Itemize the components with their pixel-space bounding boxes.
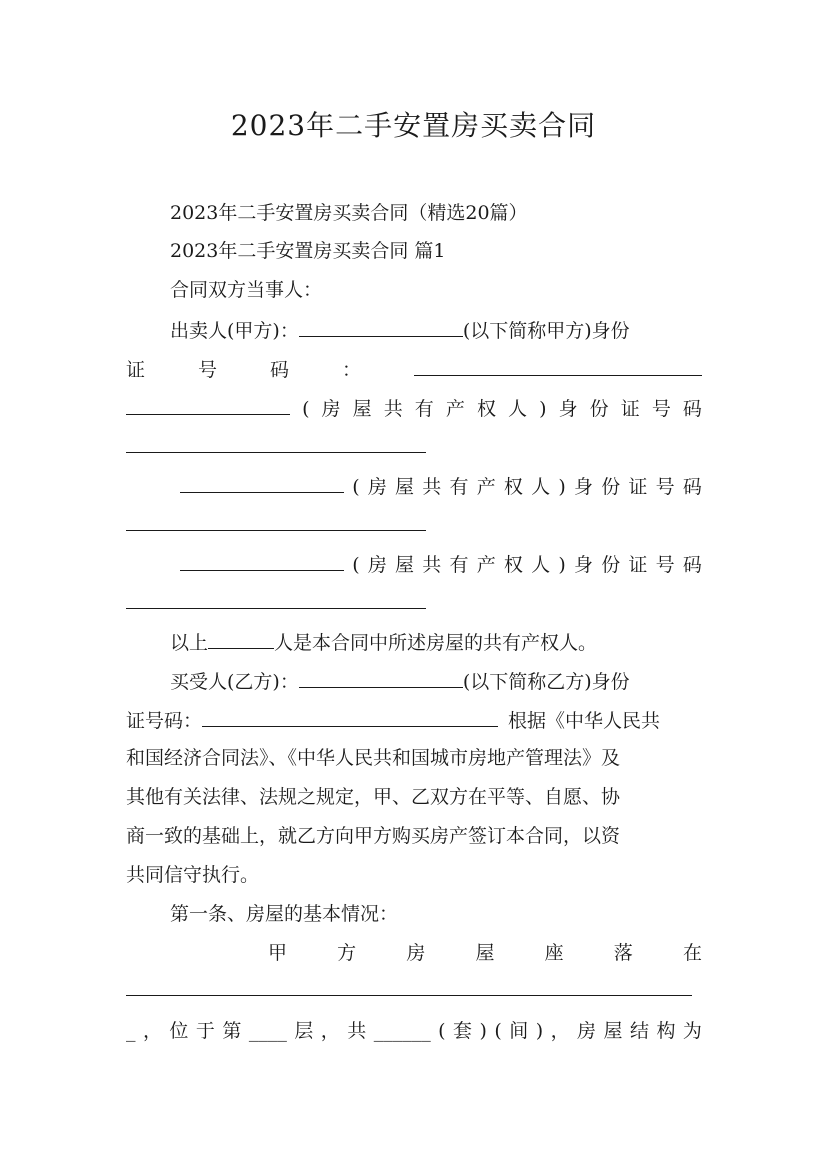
floor-char: 构 [656, 1020, 676, 1042]
seller-id-line [126, 353, 702, 383]
co-owner-char: 屋 [395, 554, 415, 576]
location-blank [126, 995, 692, 996]
location-char: 方 [337, 942, 357, 964]
co-owner-char: 份 [589, 398, 609, 420]
floor-char: 为 [682, 1020, 702, 1042]
section-heading: 2023年二手安置房买卖合同 篇1 [170, 240, 446, 262]
co-owner-char: 号 [651, 398, 671, 420]
co-owner-char: 有 [414, 398, 434, 420]
common-owner-post: 人是本合同中所述房屋的共有产权人。 [274, 632, 598, 654]
floor-char: 位 [169, 1020, 189, 1042]
co-owner-name-blank-2 [180, 470, 344, 493]
co-owner-char: 证 [628, 476, 648, 498]
location-char: 屋 [475, 942, 495, 964]
floor-char: 于 [195, 1020, 215, 1042]
common-owner-blank [208, 626, 274, 649]
floor-char: 结 [629, 1020, 649, 1042]
co-owner-name-blank-3 [180, 548, 344, 571]
co-owner-char: 码 [682, 398, 702, 420]
floor-char: 屋 [603, 1020, 623, 1042]
location-char: 座 [544, 942, 564, 964]
buyer-id-after-text: 根据《中华人民共 [508, 710, 661, 732]
location-char: 房 [406, 942, 426, 964]
co-owner-char: 房 [367, 476, 387, 498]
buyer-id-line [126, 704, 702, 734]
body-line-3: 其他有关法律、法规之规定，甲、乙双方在平等、自愿、协 [126, 786, 621, 808]
co-owner-id-blank-2 [126, 530, 426, 531]
buyer-id-label: 证号码： [126, 710, 203, 732]
co-owner-char: 共 [422, 476, 442, 498]
co-owner-char: 权 [476, 398, 496, 420]
id-char-2: 号 [198, 359, 218, 381]
location-char: 落 [613, 942, 633, 964]
floor-char: 套 [453, 1020, 473, 1042]
co-owner-char: 产 [476, 554, 496, 576]
id-char-1: 证 [126, 359, 146, 381]
buyer-label: 买受人(乙方)： [170, 671, 299, 693]
floor-char: ) [479, 1020, 487, 1042]
common-owner-line [170, 626, 702, 656]
common-owner-pre: 以上 [170, 632, 209, 654]
floor-char: ， [142, 1020, 162, 1042]
parties-heading: 合同双方当事人： [170, 279, 323, 301]
co-owner-char: 权 [503, 476, 523, 498]
co-owner-char: 身 [558, 398, 578, 420]
co-owner-line-3 [180, 548, 702, 578]
co-owner-char: 人 [508, 398, 528, 420]
co-owner-id-blank-3 [126, 608, 426, 609]
buyer-id-blank [202, 704, 498, 727]
co-owner-char: 屋 [395, 476, 415, 498]
article-1-heading: 第一条、房屋的基本情况： [170, 903, 399, 925]
co-owner-char: 份 [601, 476, 621, 498]
co-owner-char: 人 [531, 554, 551, 576]
co-owner-char: 证 [620, 398, 640, 420]
set-blank: ______ [373, 1020, 431, 1042]
seller-name-blank [299, 314, 463, 337]
co-owner-char: 码 [682, 476, 702, 498]
co-owner-char: 房 [321, 398, 341, 420]
co-owner-char: 份 [601, 554, 621, 576]
buyer-name-blank [299, 665, 463, 688]
floor-char: 间 [509, 1020, 529, 1042]
floor-char: 房 [577, 1020, 597, 1042]
co-owner-char: 有 [449, 476, 469, 498]
co-owner-char: 有 [449, 554, 469, 576]
co-owner-line-2 [180, 470, 702, 500]
seller-id-blank [414, 353, 702, 376]
floor-char: ( [438, 1020, 446, 1042]
co-owner-char: 共 [383, 398, 403, 420]
floor-line [126, 1016, 702, 1046]
co-owner-char: 号 [655, 554, 675, 576]
co-owner-char: 房 [367, 554, 387, 576]
floor-char: ， [550, 1020, 570, 1042]
floor-char: 第 [222, 1020, 242, 1042]
law-line: 和国经济合同法》、《中华人民共和国城市房地产管理法》及 [126, 747, 621, 769]
seller-line [170, 314, 702, 344]
floor-char: 共 [347, 1020, 367, 1042]
id-char-3: 码 [270, 359, 290, 381]
co-owner-char: ) [539, 398, 547, 420]
co-owner-char: ( [352, 476, 360, 498]
floor-char: ， [320, 1020, 340, 1042]
body-line-5: 共同信守执行。 [126, 864, 260, 886]
body-line-4: 商一致的基础上，就乙方向甲方购买房产签订本合同，以资 [126, 825, 621, 847]
co-owner-char: 身 [573, 554, 593, 576]
co-owner-char: 码 [682, 554, 702, 576]
id-char-4: ： [342, 359, 362, 381]
co-owner-char: 权 [503, 554, 523, 576]
floor-char: 层 [294, 1020, 314, 1042]
co-owner-char: 产 [445, 398, 465, 420]
floor-char: ( [494, 1020, 502, 1042]
floor-char: ) [535, 1020, 544, 1042]
seller-after-text: (以下简称甲方)身份 [462, 320, 630, 342]
co-owner-char: ) [558, 554, 566, 576]
co-owner-name-blank-1 [126, 392, 290, 415]
co-owner-char: 产 [476, 476, 496, 498]
co-owner-char: 身 [573, 476, 593, 498]
floor-char: _ [126, 1020, 136, 1042]
buyer-line [170, 665, 702, 695]
co-owner-char: ( [352, 554, 360, 576]
location-line [268, 938, 702, 968]
location-char: 在 [682, 942, 702, 964]
co-owner-line-1 [126, 392, 702, 422]
co-owner-char: ) [558, 476, 566, 498]
document-title: 2023年二手安置房买卖合同 [230, 109, 597, 142]
co-owner-char: ( [302, 398, 310, 420]
co-owner-char: 号 [655, 476, 675, 498]
co-owner-id-blank-1 [126, 452, 426, 453]
co-owner-char: 人 [531, 476, 551, 498]
subtitle-line: 2023年二手安置房买卖合同（精选20篇） [170, 202, 528, 224]
buyer-after-text: (以下简称乙方)身份 [462, 671, 630, 693]
co-owner-char: 共 [422, 554, 442, 576]
floor-blank: ____ [248, 1020, 287, 1042]
location-char: 甲 [268, 942, 288, 964]
seller-label: 出卖人(甲方)： [170, 320, 299, 342]
co-owner-char: 屋 [352, 398, 372, 420]
co-owner-char: 证 [628, 554, 648, 576]
